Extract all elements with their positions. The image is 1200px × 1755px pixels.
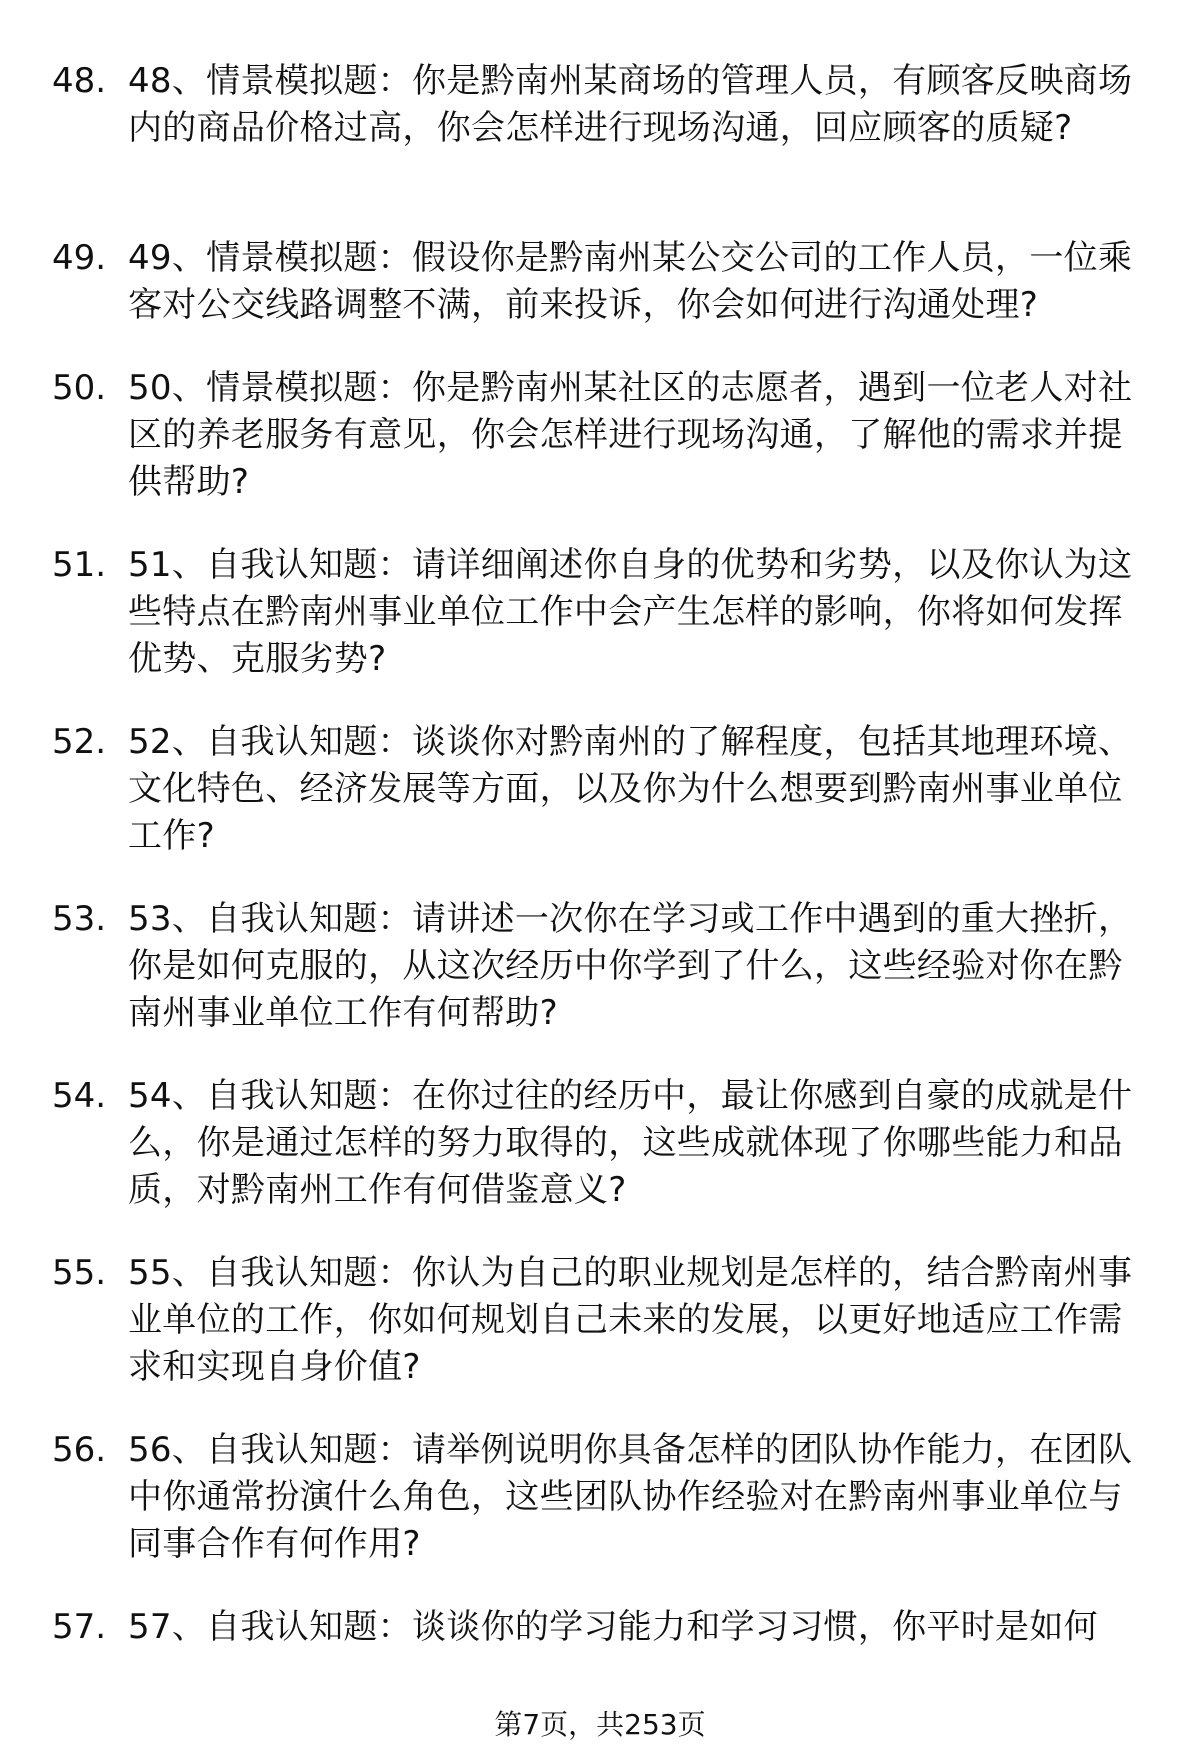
question-text: 54、自我认知题：在你过往的经历中，最让你感到自豪的成就是什么，你是通过怎样的努力取得的，这些成就体现了你哪些能力和品质，对黔南州工作有何借鉴意义? (128, 1076, 1133, 1210)
question-number: 56. (52, 1430, 107, 1470)
page-number-label: 第7页，共253页 (494, 1708, 706, 1741)
question-item-50 (0, 365, 1200, 518)
question-item-52 (0, 719, 1200, 872)
question-number: 49. (52, 238, 107, 278)
question-number: 52. (52, 722, 107, 762)
question-item-54 (0, 1073, 1200, 1226)
question-number: 51. (52, 545, 107, 585)
question-number: 53. (52, 899, 107, 939)
question-number: 54. (52, 1076, 107, 1116)
question-item-57 (0, 1604, 1200, 1654)
question-item-53 (0, 896, 1200, 1049)
question-number: 50. (52, 368, 107, 408)
question-text: 56、自我认知题：请举例说明你具备怎样的团队协作能力，在团队中你通常扮演什么角色，这些团队协作经验对在黔南州事业单位与同事合作有何作用? (128, 1430, 1133, 1564)
question-text: 49、情景模拟题：假设你是黔南州某公交公司的工作人员，一位乘客对公交线路调整不满，前来投诉，你会如何进行沟通处理? (128, 238, 1133, 325)
question-list (0, 58, 1200, 1678)
question-text: 48、情景模拟题：你是黔南州某商场的管理人员，有顾客反映商场内的商品价格过高，你会怎样进行现场沟通，回应顾客的质疑? (128, 61, 1133, 148)
question-item-49 (0, 235, 1200, 341)
question-text: 53、自我认知题：请讲述一次你在学习或工作中遇到的重大挫折，你是如何克服的，从这次经历中你学到了什么，这些经验对你在黔南州事业单位工作有何帮助? (128, 899, 1133, 1033)
question-text: 57、自我认知题：谈谈你的学习能力和学习习惯，你平时是如何 (128, 1607, 1098, 1647)
question-number: 48. (52, 61, 107, 101)
page-footer (0, 1705, 1200, 1745)
question-item-55 (0, 1250, 1200, 1403)
question-item-56 (0, 1427, 1200, 1580)
question-item-51 (0, 542, 1200, 695)
question-number: 55. (52, 1253, 107, 1293)
question-text: 50、情景模拟题：你是黔南州某社区的志愿者，遇到一位老人对社区的养老服务有意见，你会怎样进行现场沟通，了解他的需求并提供帮助? (128, 368, 1133, 502)
question-number: 57. (52, 1607, 107, 1647)
question-text: 55、自我认知题：你认为自己的职业规划是怎样的，结合黔南州事业单位的工作，你如何规划自己未来的发展，以更好地适应工作需求和实现自身价值? (128, 1253, 1133, 1387)
question-item-48 (0, 58, 1200, 211)
question-text: 52、自我认知题：谈谈你对黔南州的了解程度，包括其地理环境、文化特色、经济发展等方面，以及你为什么想要到黔南州事业单位工作? (128, 722, 1133, 856)
question-text: 51、自我认知题：请详细阐述你自身的优势和劣势，以及你认为这些特点在黔南州事业单位工作中会产生怎样的影响，你将如何发挥优势、克服劣势? (128, 545, 1133, 679)
